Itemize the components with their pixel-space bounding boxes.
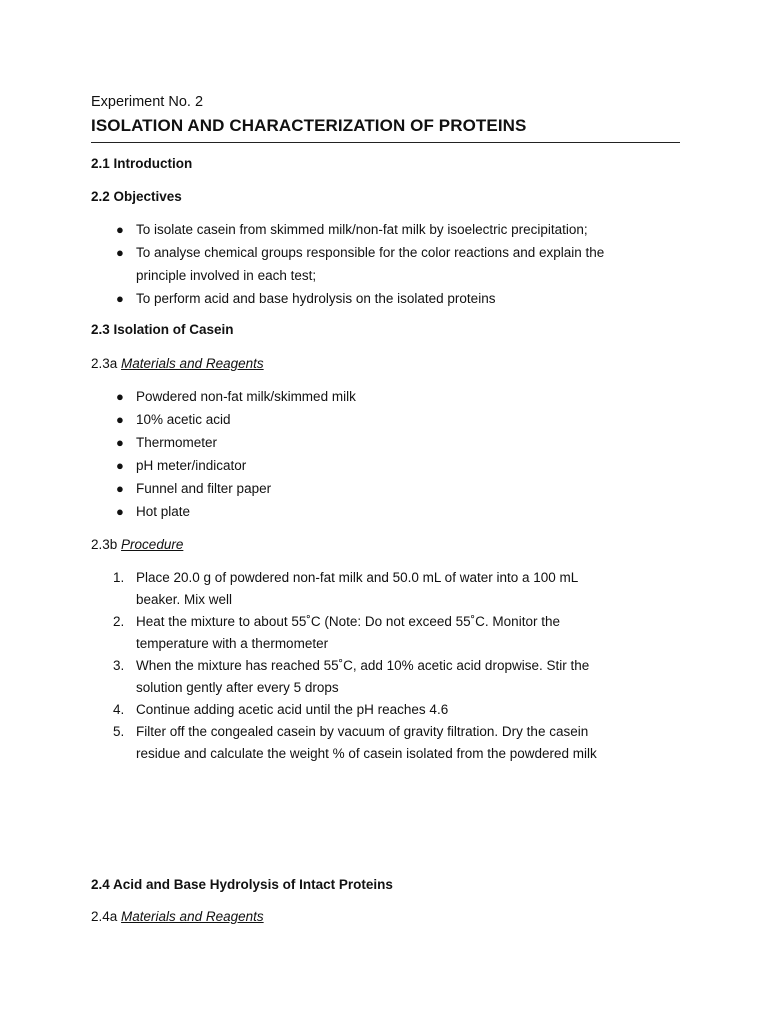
bullet-icon: ● [116, 435, 124, 450]
section-heading-isolation: 2.3 Isolation of Casein [91, 322, 234, 337]
objective-item-continued: principle involved in each test; [136, 268, 317, 283]
material-item: pH meter/indicator [136, 458, 247, 473]
section-heading-objectives: 2.2 Objectives [91, 189, 182, 204]
bullet-icon: ● [116, 389, 124, 404]
material-item: Powdered non-fat milk/skimmed milk [136, 389, 356, 404]
section-heading-hydrolysis: 2.4 Acid and Base Hydrolysis of Intact Proteins [91, 877, 393, 892]
objective-item: To isolate casein from skimmed milk/non-fat milk by isoelectric precipitation; [136, 222, 588, 237]
material-item: Thermometer [136, 435, 218, 450]
subheading-procedure-23b: 2.3b Procedure [91, 537, 184, 552]
procedure-step: Heat the mixture to about 55˚C (Note: Do not exceed 55˚C. Monitor the [136, 614, 560, 629]
procedure-number: 4. [113, 702, 125, 717]
procedure-step-continued: temperature with a thermometer [136, 636, 329, 651]
bullet-icon: ● [116, 291, 124, 306]
procedure-step: Filter off the congealed casein by vacuum of gravity filtration. Dry the casein [136, 724, 589, 739]
procedure-step-continued: beaker. Mix well [136, 592, 233, 607]
bullet-icon: ● [116, 222, 124, 237]
page-title: ISOLATION AND CHARACTERIZATION OF PROTEINS [91, 116, 527, 135]
material-item: 10% acetic acid [136, 412, 231, 427]
material-item: Hot plate [136, 504, 191, 519]
procedure-step: When the mixture has reached 55˚C, add 10% acetic acid dropwise. Stir the [136, 658, 590, 673]
bullet-icon: ● [116, 412, 124, 427]
procedure-number: 1. [113, 570, 125, 585]
procedure-step: Place 20.0 g of powdered non-fat milk and 50.0 mL of water into a 100 mL [136, 570, 579, 585]
objective-item: To analyse chemical groups responsible for the color reactions and explain the [136, 245, 605, 260]
material-item: Funnel and filter paper [136, 481, 272, 496]
subheading-materials-23a: 2.3a Materials and Reagents [91, 356, 264, 371]
subheading-materials-24a: 2.4a Materials and Reagents [91, 909, 264, 924]
procedure-step: Continue adding acetic acid until the pH reaches 4.6 [136, 702, 449, 717]
bullet-icon: ● [116, 504, 124, 519]
procedure-number: 5. [113, 724, 125, 739]
title-divider [91, 142, 680, 143]
bullet-icon: ● [116, 481, 124, 496]
section-heading-introduction: 2.1 Introduction [91, 156, 193, 171]
procedure-step-continued: solution gently after every 5 drops [136, 680, 339, 695]
bullet-icon: ● [116, 458, 124, 473]
procedure-number: 3. [113, 658, 125, 673]
experiment-number: Experiment No. 2 [91, 94, 204, 110]
bullet-icon: ● [116, 245, 124, 260]
objective-item: To perform acid and base hydrolysis on the isolated proteins [136, 291, 496, 306]
procedure-step-continued: residue and calculate the weight % of casein isolated from the powdered milk [136, 746, 597, 761]
procedure-number: 2. [113, 614, 125, 629]
